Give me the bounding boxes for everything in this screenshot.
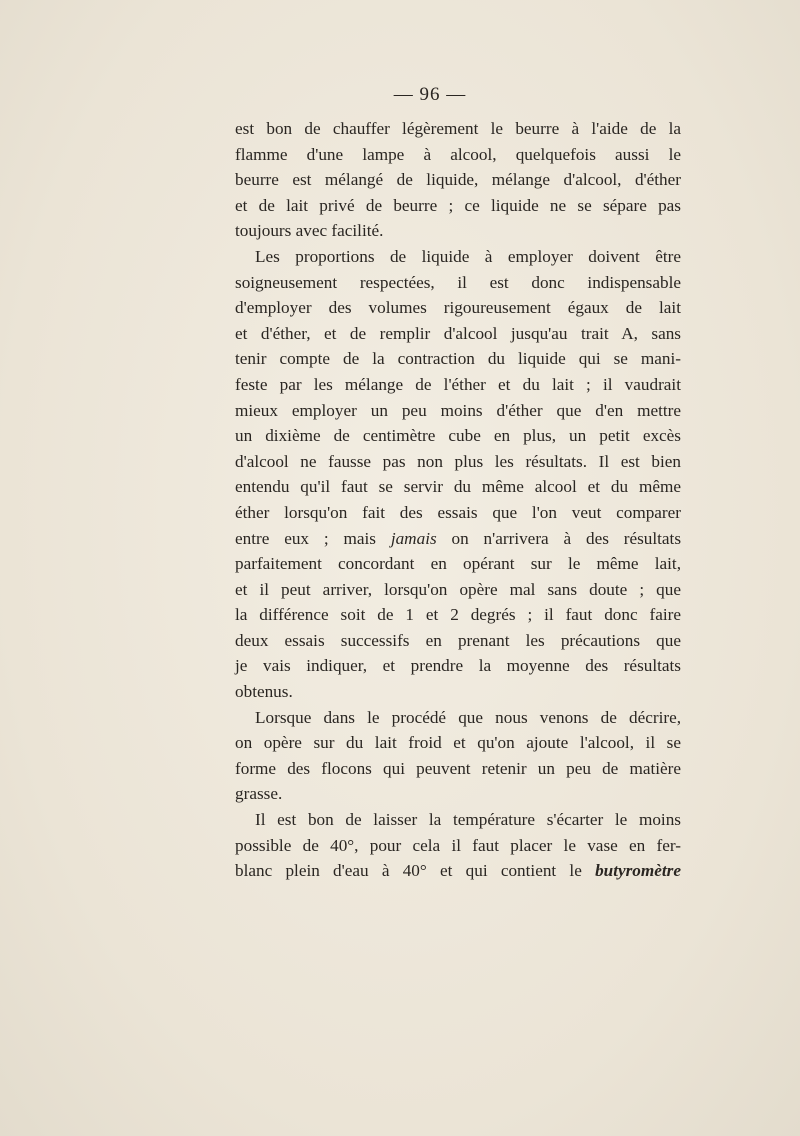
text-segment: entre eux ; mais bbox=[235, 528, 376, 548]
italic-word: jamais bbox=[390, 528, 437, 548]
text-line: grasse. bbox=[235, 784, 283, 804]
text-segment: on n'arrivera à des résultats bbox=[451, 528, 682, 548]
text-line: on opère sur du lait froid et qu'on ajoute l'alcool, il se bbox=[235, 733, 681, 753]
text-line: et d'éther, et de remplir d'alcool jusqu'au trait A, sans bbox=[235, 323, 681, 343]
text-line: toujours avec facilité. bbox=[235, 221, 384, 241]
text-line: Il est bon de laisser la température s'écarter le moins bbox=[255, 810, 681, 830]
italic-word: butyromètre bbox=[595, 861, 681, 881]
text-line: et il peut arriver, lorsqu'on opère mal sans doute ; que bbox=[235, 579, 681, 599]
text-line: beurre est mélangé de liquide, mélange d'alcool, d'éther bbox=[235, 170, 681, 190]
text-line: flamme d'une lampe à alcool, quelquefois aussi le bbox=[235, 144, 681, 164]
text-line: la différence soit de 1 et 2 degrés ; il faut donc faire bbox=[235, 605, 681, 625]
text-line: mieux employer un peu moins d'éther que d'en mettre bbox=[235, 400, 681, 420]
text-line: obtenus. bbox=[235, 682, 293, 702]
text-line: Lorsque dans le procédé que nous venons de décrire, bbox=[255, 707, 681, 727]
text-line-with-italic bbox=[235, 526, 681, 552]
text-line: un dixième de centimètre cube en plus, un petit excès bbox=[235, 426, 681, 446]
text-line: je vais indiquer, et prendre la moyenne des résultats bbox=[235, 656, 681, 676]
text-line: d'alcool ne fausse pas non plus les résultats. Il est bien bbox=[235, 451, 681, 471]
text-line: d'employer des volumes rigoureusement égaux de lait bbox=[235, 298, 681, 318]
body-text bbox=[235, 116, 681, 884]
text-line: tenir compte de la contraction du liquide qui se mani- bbox=[235, 349, 681, 369]
text-line: forme des flocons qui peuvent retenir un peu de matière bbox=[235, 758, 681, 778]
text-line: est bon de chauffer légèrement le beurre à l'aide de la bbox=[235, 119, 681, 138]
text-line: et de lait privé de beurre ; ce liquide ne se sépare pas bbox=[235, 195, 681, 215]
text-line: éther lorsqu'on fait des essais que l'on veut comparer bbox=[235, 502, 681, 522]
text-line: Les proportions de liquide à employer doivent être bbox=[255, 246, 681, 266]
text-line-with-italic bbox=[235, 858, 681, 884]
text-line: deux essais successifs en prenant les précautions que bbox=[235, 630, 681, 650]
page-number: — 96 — bbox=[393, 84, 467, 105]
text-line: possible de 40°, pour cela il faut placer le vase en fer- bbox=[235, 835, 681, 855]
text-line: entendu qu'il faut se servir du même alcool et du même bbox=[235, 477, 681, 497]
text-line: soigneusement respectées, il est donc indispensable bbox=[235, 272, 681, 292]
text-line: parfaitement concordant en opérant sur le même lait, bbox=[235, 554, 681, 574]
text-line: feste par les mélange de l'éther et du lait ; il vaudrait bbox=[235, 374, 681, 394]
text-segment: blanc plein d'eau à 40° et qui contient le bbox=[235, 861, 582, 881]
